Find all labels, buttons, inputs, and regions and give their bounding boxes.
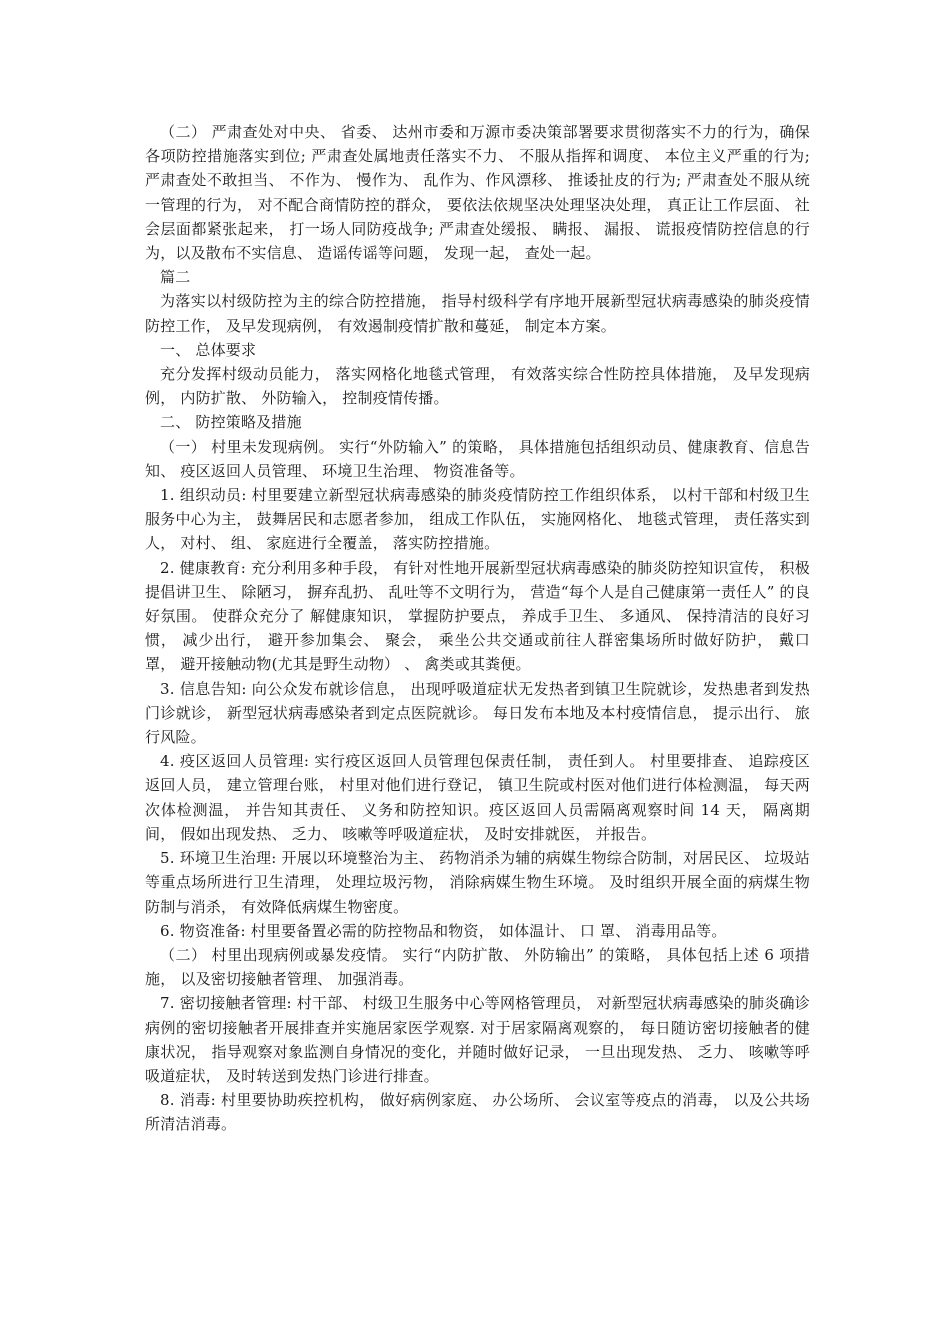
paragraph: 为落实以村级防控为主的综合防控措施， 指导村级科学有序地开展新型冠状病毒感染的肺炎疫情防控工作， 及早发现病例， 有效遏制疫情扩散和蔓延， 制定本方案。 bbox=[145, 292, 810, 335]
paragraph: 充分发挥村级动员能力， 落实网格化地毯式管理， 有效落实综合性防控具体措施， 及早发现病例， 内防扩散、 外防输入， 控制疫情传播。 bbox=[145, 365, 810, 408]
section-heading: 一、 总体要求 bbox=[160, 340, 257, 359]
list-item: 2. 健康教育: 充分利用多种手段， 有针对性地开展新型冠状病毒感染的肺炎防控知识宣传， 积极提倡讲卫生、 除陋习， 摒弃乱扔、 乱吐等不文明行为， 营造“每个人是自己健康第一责任人” 的良好氛围。 使群众充分了 解健康知识， 掌握防护要点， 养成手卫生、 多通风、 保持清洁的良好习惯， 减少出行， 避开参加集会、 聚会， 乘坐公共交通或前往人群密集场所时做好防护， 戴口 罩， 避开接触动物(尤其是野生动物） 、 禽类或其粪便。 bbox=[145, 558, 810, 674]
paragraph: （二） 严肃查处对中央、 省委、 达州市委和万源市委决策部署要求贯彻落实不力的行为，确保各项防控措施落实到位; 严肃查处属地责任落实不力、 不服从指挥和调度、 本位主义严重的行为; 严肃查处不敢担当、 不作为、 慢作为、 乱作为、作风漂移、 推诿扯皮的行为; 严肃查处不服从统一管理的行为， 对不配合商情防控的群众， 要依法依规坚决处理坚决处理， 真正让工作层面、 社会层面都紧张起来， 打一场人同防疫战争; 严肃查处缓报、 瞒报、 漏报、 谎报疫情防控信息的行为，以及散布不实信息、 造谣传谣等问题， 发现一起， 查处一起。 bbox=[145, 123, 810, 263]
section-title: 篇二 bbox=[160, 268, 191, 287]
list-item: 4. 疫区返回人员管理: 实行疫区返回人员管理包保责任制， 责任到人。 村里要排查、 追踪疫区返回人员， 建立管理台账， 村里对他们进行登记， 镇卫生院或村医对他们进行体检测温， 每天两次体检测温， 并告知其责任、 义务和防控知识。疫区返回人员需隔离观察时间 14 天， 隔离期间， 假如出现发热、 乏力、 咳嗽等呼吸道症状， 及时安排就医， 并报告。 bbox=[145, 752, 810, 843]
list-item: 8. 消毒: 村里要协助疾控机构， 做好病例家庭、 办公场所、 会议室等疫点的消毒， 以及公共场所清洁消毒。 bbox=[145, 1091, 810, 1134]
paragraph: （一） 村里未发现病例。 实行“外防输入” 的策略， 具体措施包括组织动员、健康教育、信息告知、 疫区返回人员管理、 环境卫生治理、 物资准备等。 bbox=[145, 437, 810, 480]
list-item: 7. 密切接触者管理: 村干部、 村级卫生服务中心等网格管理员， 对新型冠状病毒感染的肺炎确诊病例的密切接触者开展排查并实施居家医学观察. 对于居家隔离观察的， 每日随访密切接触者的健康状况， 指导观察对象监测自身情况的变化，并随时做好记录， 一旦出现发热、 乏力、 咳嗽等呼吸道症状， 及时转送到发热门诊进行排查。 bbox=[145, 994, 810, 1085]
list-item: 6. 物资准备: 村里要备置必需的防控物品和物资， 如体温计、 口 罩、 消毒用品等。 bbox=[160, 921, 727, 940]
paragraph: （二） 村里出现病例或暴发疫情。 实行“内防扩散、 外防输出” 的策略， 具体包括上述 6 项措施， 以及密切接触者管理、 加强消毒。 bbox=[145, 945, 810, 989]
section-heading: 二、 防控策略及措施 bbox=[160, 413, 302, 432]
list-item: 5. 环境卫生治理: 开展以环境整治为主、 药物消杀为辅的病媒生物综合防制，对居民区、 垃圾站等重点场所进行卫生清理， 处理垃圾污物， 消除病媒生物生环境。 及时组织开展全面的病煤生物防制与消杀， 有效降低病煤生物密度。 bbox=[145, 849, 810, 916]
list-item: 1. 组织动员: 村里要建立新型冠状病毒感染的肺炎疫情防控工作组织体系， 以村干部和村级卫生服务中心为主， 鼓舞居民和志愿者参加， 组成工作队伍， 实施网格化、 地毯式管理， 责任落实到人， 对村、 组、 家庭进行全覆盖， 落实防控措施。 bbox=[145, 486, 810, 553]
list-item: 3. 信息告知: 向公众发布就诊信息， 出现呼吸道症状无发热者到镇卫生院就诊，发热患者到发热门诊就诊， 新型冠状病毒感染者到定点医院就诊。 每日发布本地及本村疫情信息， 提示出行、 旅行风险。 bbox=[145, 679, 810, 747]
document-body bbox=[145, 120, 810, 1137]
